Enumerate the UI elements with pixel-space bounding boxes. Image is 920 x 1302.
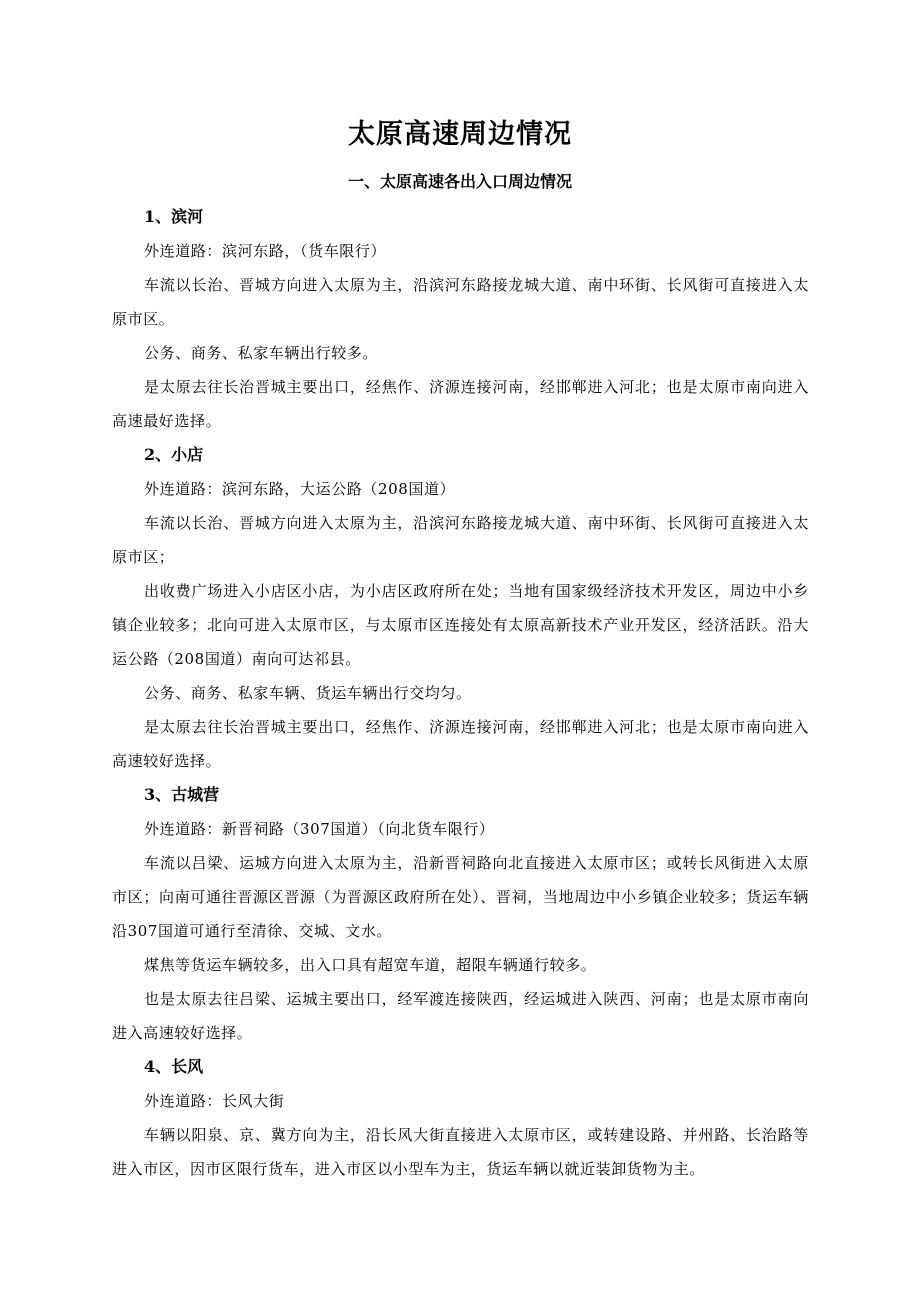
paragraph: 外连道路：滨河东路，大运公路（208国道） — [144, 480, 456, 498]
paragraph: 车流以长治、晋城方向进入太原为主，沿滨河东路接龙城大道、南中环街、长风街可直接进入太原市区； — [112, 514, 809, 566]
paragraph: 煤焦等货运车辆较多，出入口具有超宽车道，超限车辆通行较多。 — [144, 956, 597, 974]
document-title: 太原高速周边情况 — [348, 119, 572, 150]
paragraph: 也是太原去往吕梁、运城主要出口，经军渡连接陕西，经运城进入陕西、河南；也是太原市南向进入高速较好选择。 — [112, 990, 809, 1042]
paragraph: 外连道路：滨河东路，（货车限行） — [144, 242, 387, 260]
section-title: 一、太原高速各出入口周边情况 — [347, 172, 572, 191]
section-heading: 2、小店 — [144, 445, 204, 464]
paragraph: 公务、商务、私家车辆、货运车辆出行交均匀。 — [144, 684, 472, 702]
paragraph: 外连道路：新晋祠路（307国道）（向北货车限行） — [144, 820, 495, 838]
paragraph: 是太原去往长治晋城主要出口，经焦作、济源连接河南，经邯郸进入河北；也是太原市南向进入高速较好选择。 — [112, 718, 809, 770]
paragraph: 公务、商务、私家车辆出行较多。 — [144, 344, 379, 362]
document-body — [112, 200, 809, 1186]
paragraph: 车流以吕梁、运城方向进入太原为主，沿新晋祠路向北直接进入太原市区；或转长风街进入太原市区；向南可通往晋源区晋源（为晋源区政府所在处）、晋祠，当地周边中小乡镇企业较多；货运车辆沿307国道可通行至清徐、交城、文水。 — [112, 854, 809, 940]
paragraph: 车辆以阳泉、京、冀方向为主，沿长风大街直接进入太原市区，或转建设路、并州路、长治路等进入市区，因市区限行货车，进入市区以小型车为主，货运车辆以就近装卸货物为主。 — [112, 1126, 809, 1178]
paragraph: 出收费广场进入小店区小店，为小店区政府所在处；当地有国家级经济技术开发区，周边中小乡镇企业较多；北向可进入太原市区，与太原市区连接处有太原高新技术产业开发区，经济活跃。沿大运公路（208国道）南向可达祁县。 — [112, 582, 809, 668]
paragraph: 外连道路：长风大街 — [144, 1092, 285, 1110]
section-heading: 3、古城营 — [144, 785, 220, 804]
section-heading: 1、滨河 — [144, 207, 204, 226]
paragraph: 车流以长治、晋城方向进入太原为主，沿滨河东路接龙城大道、南中环街、长风街可直接进入太原市区。 — [112, 276, 809, 328]
paragraph: 是太原去往长治晋城主要出口，经焦作、济源连接河南，经邯郸进入河北；也是太原市南向进入高速最好选择。 — [112, 378, 809, 430]
section-heading: 4、长风 — [144, 1057, 204, 1076]
